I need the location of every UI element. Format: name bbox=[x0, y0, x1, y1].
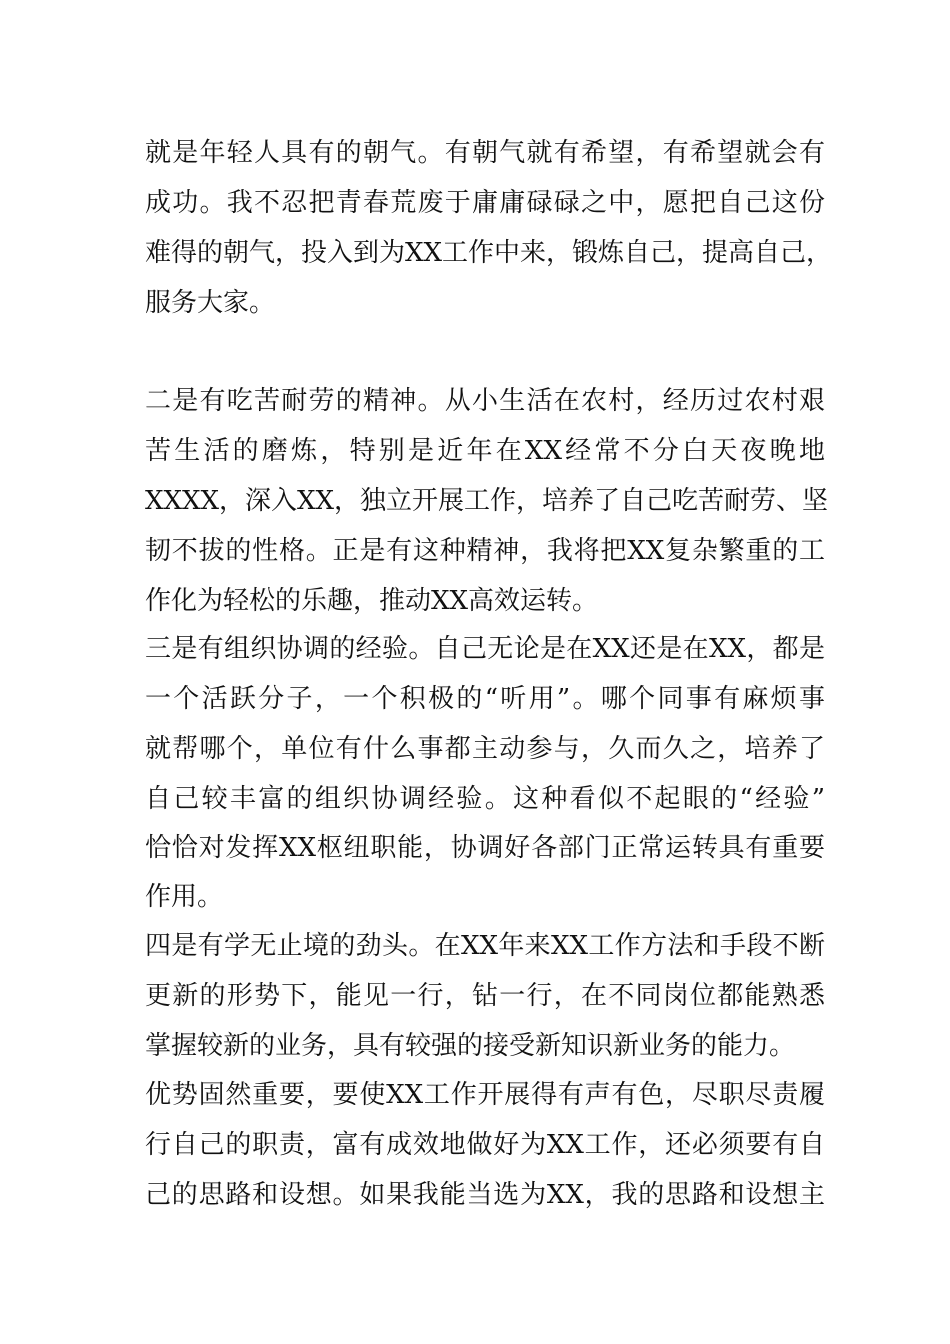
text-line: 行自己的职责，富有成效地做好为XX工作，还必须要有自 bbox=[145, 1130, 825, 1160]
text-line: 一个活跃分子，一个积极的“听用”。哪个同事有麻烦事 bbox=[145, 684, 825, 714]
text-line: 作用。 bbox=[145, 882, 224, 912]
text-line: 难得的朝气，投入到为XX工作中来，锻炼自己，提高自己， bbox=[145, 238, 833, 268]
text-line: 二是有吃苦耐劳的精神。从小生活在农村，经历过农村艰 bbox=[145, 386, 825, 416]
text-line: 就是年轻人具有的朝气。有朝气就有希望，有希望就会有 bbox=[145, 138, 825, 168]
text-line: 三是有组织协调的经验。自己无论是在XX还是在XX，都是 bbox=[145, 634, 825, 664]
text-line: XXXX，深入XX，独立开展工作，培养了自己吃苦耐劳、坚 bbox=[145, 486, 829, 516]
text-line: 作化为轻松的乐趣，推动XX高效运转。 bbox=[145, 586, 599, 616]
text-line: 己的思路和设想。如果我能当选为XX，我的思路和设想主 bbox=[145, 1180, 825, 1210]
text-line: 成功。我不忍把青春荒废于庸庸碌碌之中，愿把自己这份 bbox=[145, 188, 825, 218]
text-line: 四是有学无止境的劲头。在XX年来XX工作方法和手段不断 bbox=[145, 931, 825, 961]
text-line: 就帮哪个，单位有什么事都主动参与，久而久之，培养了 bbox=[145, 734, 825, 764]
text-line: 优势固然重要，要使XX工作开展得有声有色，尽职尽责履 bbox=[145, 1080, 825, 1110]
text-line: 恰恰对发挥XX枢纽职能，协调好各部门正常运转具有重要 bbox=[145, 833, 825, 863]
text-line: 服务大家。 bbox=[145, 288, 276, 318]
text-line: 苦生活的磨炼，特别是近年在XX经常不分白天夜晚地 bbox=[145, 436, 825, 466]
text-line: 自己较丰富的组织协调经验。这种看似不起眼的“经验” bbox=[145, 784, 825, 814]
text-line: 韧不拔的性格。正是有这种精神，我将把XX复杂繁重的工 bbox=[145, 536, 825, 566]
text-line: 更新的形势下，能见一行，钻一行，在不同岗位都能熟悉 bbox=[145, 981, 825, 1011]
text-line: 掌握较新的业务，具有较强的接受新知识新业务的能力。 bbox=[145, 1031, 796, 1061]
